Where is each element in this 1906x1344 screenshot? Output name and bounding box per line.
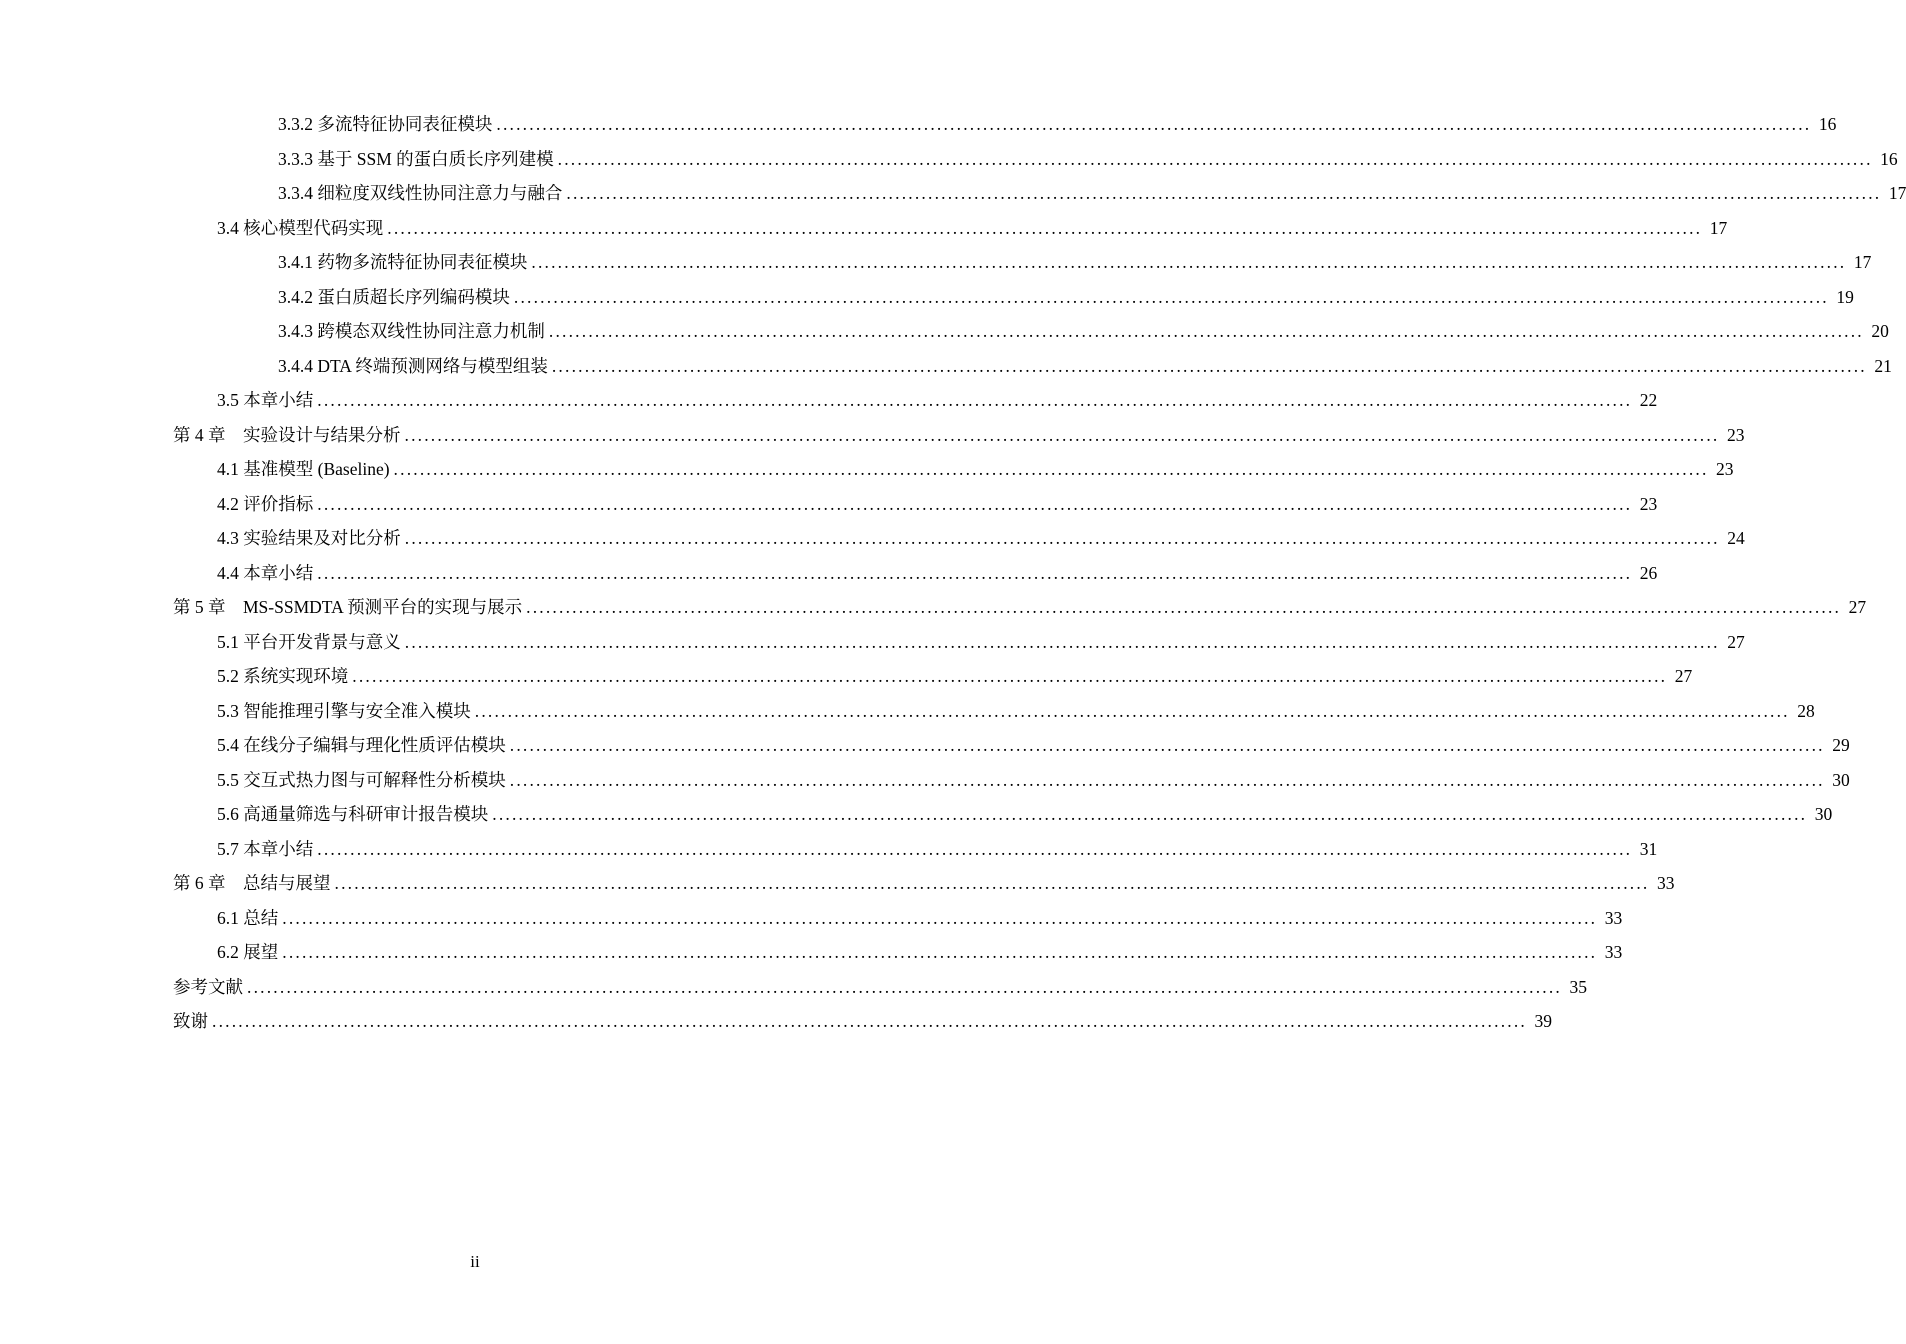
toc-entry[interactable] [173,866,1675,900]
toc-entry-page-number: 28 [1797,700,1815,721]
toc-entry[interactable] [278,280,1854,314]
toc-entry[interactable] [217,211,1728,245]
toc-entry-page-number: 17 [1853,252,1872,272]
toc-entry[interactable] [217,659,1693,693]
toc-entry[interactable] [217,763,1850,797]
toc-entry-page-number: 21 [1874,355,1892,376]
toc-entry[interactable] [278,314,1889,348]
toc-entry-page-number: 33 [1604,907,1623,928]
toc-entry-page-number: 29 [1832,735,1850,755]
toc-dot-leader: ........................................................................................................................................................................................................ [404,631,1720,652]
toc-entry-title: 3.4.2 蛋白质超长序列编码模块 [278,286,510,307]
toc-entry-page-number: 35 [1569,976,1587,997]
toc-entry-page-number: 19 [1836,286,1854,307]
toc-entry-title: 第 5 章 MS-SSMDTA 预测平台的实现与展示 [173,597,523,617]
toc-dot-leader: ........................................................................................................................................................................................................ [387,217,1703,238]
toc-entry-page-number: 39 [1534,1011,1552,1031]
toc-entry[interactable] [173,1004,1552,1038]
toc-entry[interactable] [217,383,1658,417]
toc-entry-page-number: 22 [1639,390,1658,410]
toc-entry-page-number: 17 [1709,217,1728,238]
toc-dot-leader: ........................................................................................................................................................................................................ [474,700,1790,721]
toc-dot-leader: ........................................................................................................................................................................................................ [393,459,1709,479]
toc-dot-leader: ........................................................................................................................................................................................................ [551,355,1867,376]
toc-dot-leader: ........................................................................................................................................................................................................ [317,390,1633,410]
toc-entry[interactable] [173,970,1587,1004]
toc-entry-title: 第 4 章 实验设计与结果分析 [173,424,401,445]
toc-entry[interactable] [173,418,1745,452]
toc-entry-title: 4.4 本章小结 [217,562,314,583]
toc-entry-title: 6.1 总结 [217,907,279,928]
toc-entry-title: 6.2 展望 [217,942,279,962]
toc-dot-leader: ........................................................................................................................................................................................................ [317,838,1633,859]
toc-entry[interactable] [173,590,1867,624]
toc-dot-leader: ........................................................................................................................................................................................................ [317,562,1633,583]
toc-entry-title: 3.3.2 多流特征协同表征模块 [278,114,493,134]
toc-entry[interactable] [278,176,1906,210]
toc-dot-leader: ........................................................................................................................................................................................................ [352,666,1668,686]
toc-entry-page-number: 23 [1727,424,1745,445]
toc-dot-leader: ........................................................................................................................................................................................................ [492,804,1808,824]
toc-dot-leader: ........................................................................................................................................................................................................ [526,597,1842,617]
toc-entry-title: 3.3.3 基于 SSM 的蛋白质长序列建模 [278,148,554,169]
toc-entry-title: 3.4 核心模型代码实现 [217,217,384,238]
toc-entry-title: 5.3 智能推理引擎与安全准入模块 [217,700,471,721]
toc-entry-title: 3.5 本章小结 [217,390,314,410]
toc-entry-page-number: 30 [1814,804,1833,824]
toc-entry[interactable] [278,142,1898,176]
toc-entry-title: 4.1 基准模型 (Baseline) [217,459,390,479]
toc-dot-leader: ........................................................................................................................................................................................................ [566,183,1882,203]
toc-entry[interactable] [217,901,1623,935]
toc-dot-leader: ........................................................................................................................................................................................................ [282,942,1598,962]
toc-entry-title: 第 6 章 总结与展望 [173,873,331,893]
toc-entry-page-number: 26 [1639,562,1658,583]
toc-entry-title: 4.2 评价指标 [217,493,314,514]
toc-entry[interactable] [217,935,1623,969]
toc-dot-leader: ........................................................................................................................................................................................................ [282,907,1598,928]
toc-dot-leader: ........................................................................................................................................................................................................ [509,735,1825,755]
toc-entry-title: 5.7 本章小结 [217,838,314,859]
toc-dot-leader: ........................................................................................................................................................................................................ [334,873,1650,893]
toc-entry-page-number: 30 [1832,769,1850,790]
toc-entry-page-number: 23 [1639,493,1658,514]
toc-entry[interactable] [278,245,1872,279]
toc-entry-page-number: 16 [1818,114,1837,134]
toc-entry[interactable] [217,556,1658,590]
toc-entry[interactable] [217,625,1745,659]
toc-dot-leader: ........................................................................................................................................................................................................ [317,493,1633,514]
toc-dot-leader: ........................................................................................................................................................................................................ [513,286,1829,307]
toc-entry-title: 5.1 平台开发背景与意义 [217,631,401,652]
toc-entry[interactable] [217,487,1658,521]
toc-entry-title: 3.4.3 跨模态双线性协同注意力机制 [278,321,545,341]
toc-dot-leader: ........................................................................................................................................................................................................ [496,114,1812,134]
toc-entry[interactable] [217,694,1815,728]
toc-entry[interactable] [217,797,1833,831]
toc-dot-leader: ........................................................................................................................................................................................................ [557,148,1873,169]
toc-entry-title: 4.3 实验结果及对比分析 [217,528,401,548]
toc-entry-page-number: 16 [1880,148,1898,169]
toc-entry-title: 参考文献 [173,976,243,997]
toc-entry-title: 3.3.4 细粒度双线性协同注意力与融合 [278,183,563,203]
toc-entry-title: 3.4.1 药物多流特征协同表征模块 [278,252,528,272]
toc-entry[interactable] [278,107,1837,141]
page-number: ii [470,1252,480,1271]
toc-dot-leader: ........................................................................................................................................................................................................ [548,321,1864,341]
toc-entry-title: 3.4.4 DTA 终端预测网络与模型组装 [278,355,548,376]
toc-entry-page-number: 24 [1727,528,1745,548]
toc-entry-title: 5.2 系统实现环境 [217,666,349,686]
toc-dot-leader: ........................................................................................................................................................................................................ [509,769,1825,790]
toc-entry-title: 5.5 交互式热力图与可解释性分析模块 [217,769,506,790]
toc-entry[interactable] [217,521,1745,555]
toc-entry-page-number: 27 [1674,666,1693,686]
toc-dot-leader: ........................................................................................................................................................................................................ [247,976,1562,997]
toc-entry-page-number: 27 [1727,631,1745,652]
toc-dot-leader: ........................................................................................................................................................................................................ [404,424,1720,445]
toc-entry[interactable] [217,452,1734,486]
toc-entry-page-number: 17 [1888,183,1906,203]
toc-dot-leader: ........................................................................................................................................................................................................ [531,252,1847,272]
toc-entry[interactable] [278,349,1892,383]
toc-entry-title: 5.6 高通量筛选与科研审计报告模块 [217,804,489,824]
toc-dot-leader: ........................................................................................................................................................................................................ [404,528,1720,548]
toc-entry-page-number: 31 [1639,838,1658,859]
toc-entry-title: 5.4 在线分子编辑与理化性质评估模块 [217,735,506,755]
toc-entry-title: 致谢 [173,1011,208,1031]
toc-entry-page-number: 20 [1871,321,1889,341]
toc-entry-page-number: 27 [1848,597,1867,617]
toc-entry-page-number: 23 [1716,459,1734,479]
toc-entry[interactable] [217,728,1850,762]
toc-entry-page-number: 33 [1657,873,1675,893]
toc-dot-leader: ........................................................................................................................................................................................................ [212,1011,1527,1031]
toc-entry-page-number: 33 [1604,942,1623,962]
toc-entry[interactable] [217,832,1658,866]
